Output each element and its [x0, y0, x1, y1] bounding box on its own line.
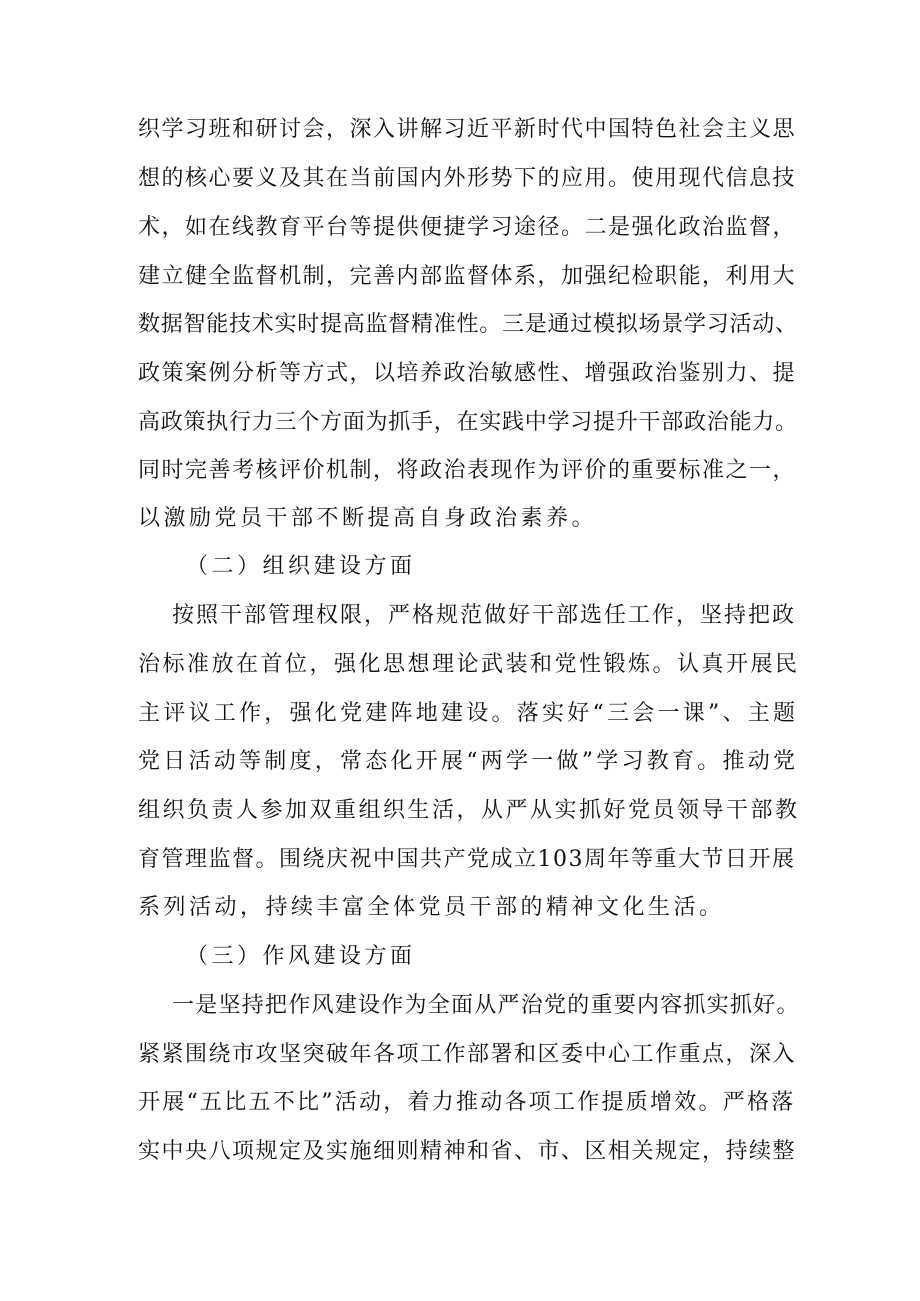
paragraph-2-line-6: 育管理监督。围绕庆祝中国共产党成立103周年等重大节日开展	[138, 847, 796, 872]
paragraph-2-line-1: 按照干部管理权限，严格规范做好干部选任工作，坚持把政	[172, 603, 797, 628]
paragraph-2-line-2: 治标准放在首位，强化思想理论武装和党性锻炼。认真开展民	[138, 652, 800, 677]
paragraph-1-line-7: 高政策执行力三个方面为抓手，在实践中学习提升干部政治能力。	[138, 410, 798, 435]
paragraph-3-line-1: 一是坚持把作风建设作为全面从严治党的重要内容抓实抓好。	[172, 993, 800, 1018]
paragraph-2-line-4: 党日活动等制度，常态化开展“两学一做”学习教育。推动党	[138, 749, 799, 774]
paragraph-1-line-9: 以激励党员干部不断提高自身政治素养。	[138, 506, 598, 531]
paragraph-2-line-7: 系列活动，持续丰富全体党员干部的精神文化生活。	[138, 895, 725, 920]
paragraph-3-line-2: 紧紧围绕市攻坚突破年各项工作部署和区委中心工作重点，深入	[138, 1042, 797, 1067]
paragraph-1-line-2: 想的核心要义及其在当前国内外形势下的应用。使用现代信息技	[138, 166, 797, 191]
paragraph-1-line-3: 术，如在线教育平台等提供便捷学习途径。二是强化政治监督，	[138, 215, 797, 240]
paragraph-2-line-3: 主评议工作，强化党建阵地建设。落实好“三会一课”、主题	[138, 701, 799, 726]
paragraph-3-line-4: 实中央八项规定及实施细则精神和省、市、区相关规定，持续整	[138, 1139, 797, 1164]
paragraph-1-line-6: 政策案例分析等方式，以培养政治敏感性、增强政治鉴别力、提	[138, 361, 797, 386]
paragraph-2-line-5: 组织负责人参加双重组织生活，从严从实抓好党员领导干部教	[138, 798, 800, 823]
paragraph-1-line-1: 织学习班和研讨会，深入讲解习近平新时代中国特色社会主义思	[138, 117, 797, 142]
section-heading-organization: （二）组织建设方面	[186, 554, 416, 579]
section-heading-work-style: （三）作风建设方面	[186, 944, 416, 969]
paragraph-1-line-5: 数据智能技术实时提高监督精准性。三是通过模拟场景学习活动、	[138, 312, 798, 337]
paragraph-3-line-3: 开展“五比五不比”活动，着力推动各项工作提质增效。严格落	[138, 1090, 796, 1115]
paragraph-1-line-8: 同时完善考核评价机制，将政治表现作为评价的重要标准之一，	[138, 458, 797, 483]
paragraph-1-line-4: 建立健全监督机制，完善内部监督体系，加强纪检职能，利用大	[138, 264, 797, 289]
